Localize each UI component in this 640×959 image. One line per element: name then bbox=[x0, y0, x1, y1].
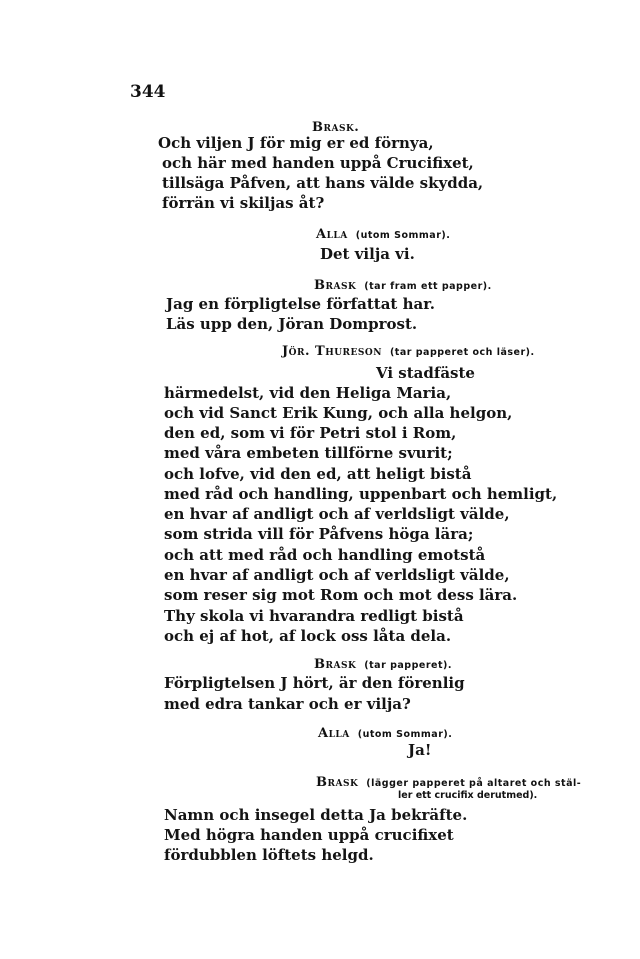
stage-direction: (tar papperet och läser). bbox=[389, 347, 535, 358]
verse-line: Med högra handen uppå crucifixet bbox=[164, 826, 454, 844]
speaker-heading bbox=[282, 343, 535, 361]
verse-line: fördubblen löftets helgd. bbox=[164, 846, 374, 864]
verse-line: tillsäga Påfven, att hans välde skydda, bbox=[162, 174, 484, 192]
speaker-name: Brask bbox=[314, 278, 357, 293]
verse-line: Vi stadfäste bbox=[376, 364, 475, 382]
speaker-name: Alla bbox=[316, 227, 348, 242]
stage-direction: (lägger papperet på altaret och stäl- bbox=[366, 778, 582, 789]
verse-line: den ed, som vi för Petri stol i Rom, bbox=[164, 424, 457, 442]
speaker-heading bbox=[318, 725, 452, 743]
verse-line: och att med råd och handling emotstå bbox=[164, 546, 486, 564]
stage-direction: (tar papperet). bbox=[364, 660, 452, 671]
verse-line: som strida vill för Påfvens höga lära; bbox=[164, 525, 474, 543]
verse-line: Namn och insegel detta Ja bekräfte. bbox=[164, 806, 468, 824]
speaker-name: Brask bbox=[316, 775, 359, 790]
speaker-name: Jör. Thureson bbox=[282, 344, 382, 359]
verse-line: Thy skola vi hvarandra redligt bistå bbox=[164, 607, 464, 625]
verse-line: och lofve, vid den ed, att heligt bistå bbox=[164, 465, 472, 483]
verse-line: med råd och handling, uppenbart och hemligt, bbox=[164, 485, 558, 503]
verse-line: och ej af hot, af lock oss låta dela. bbox=[164, 627, 452, 645]
verse-line: Ja! bbox=[408, 741, 432, 759]
verse-line: Det vilja vi. bbox=[320, 245, 415, 263]
page-number: 344 bbox=[130, 82, 166, 102]
stage-direction: (utom Sommar). bbox=[357, 729, 453, 740]
verse-line: med våra embeten tillförne svurit; bbox=[164, 444, 453, 462]
speaker-name: Brask bbox=[314, 657, 357, 672]
speaker-heading bbox=[314, 656, 452, 674]
verse-line: som reser sig mot Rom och mot dess lära. bbox=[164, 586, 518, 604]
verse-line: och vid Sanct Erik Kung, och alla helgon, bbox=[164, 404, 513, 422]
speaker-name: Brask. bbox=[312, 120, 360, 135]
verse-line: Jag en förpligtelse författat har. bbox=[166, 295, 435, 313]
verse-line: och här med handen uppå Crucifixet, bbox=[162, 154, 474, 172]
speaker-heading bbox=[314, 277, 492, 295]
verse-line: Förpligtelsen J hört, är den förenlig bbox=[164, 674, 465, 692]
verse-line: härmedelst, vid den Heliga Maria, bbox=[164, 384, 452, 402]
verse-line: med edra tankar och er vilja? bbox=[164, 695, 411, 713]
stage-direction: (tar fram ett papper). bbox=[364, 281, 492, 292]
verse-line: en hvar af andligt och af verldsligt välde, bbox=[164, 505, 510, 523]
verse-line: Läs upp den, Jöran Domprost. bbox=[166, 315, 418, 333]
stage-direction: ler ett crucifix derutmed). bbox=[398, 790, 538, 801]
stage-direction: (utom Sommar). bbox=[355, 230, 451, 241]
speaker-name: Alla bbox=[318, 726, 350, 741]
verse-line: förrän vi skiljas åt? bbox=[162, 194, 325, 212]
verse-line: Och viljen J för mig er ed förnya, bbox=[158, 134, 434, 152]
verse-line: en hvar af andligt och af verldsligt välde, bbox=[164, 566, 510, 584]
speaker-heading bbox=[316, 226, 450, 244]
